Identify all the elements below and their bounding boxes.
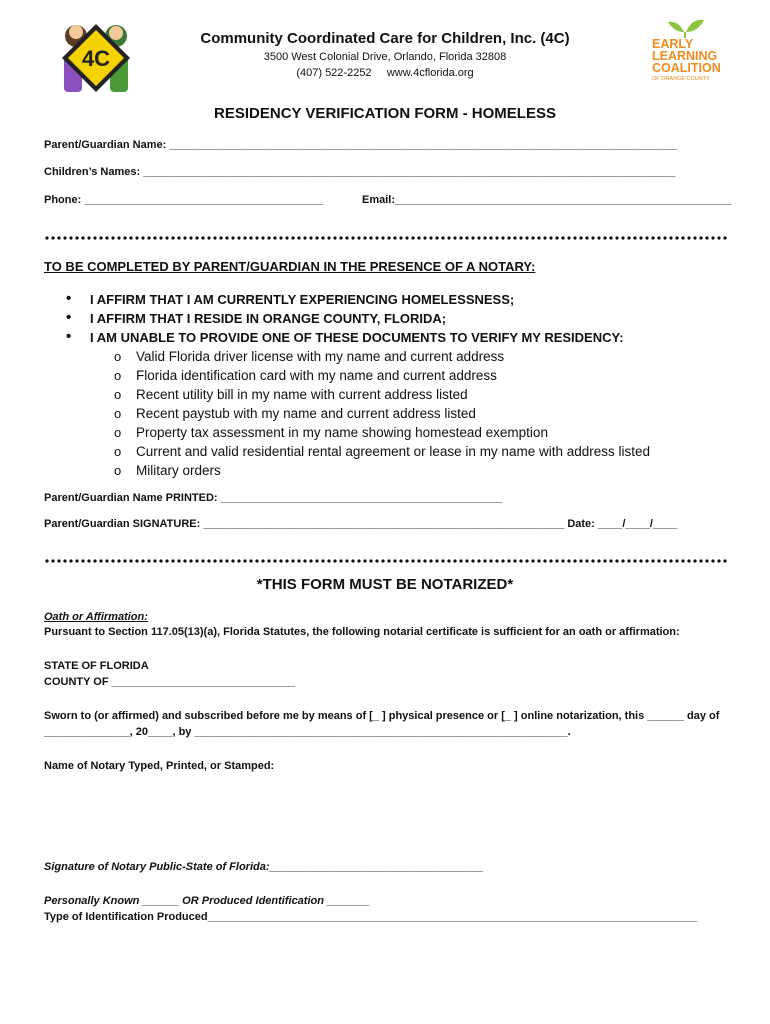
notary-signature-field[interactable]: Signature of Notary Public-State of Florida:___________________________________ <box>44 861 484 873</box>
elc-logo-line4: OF ORANGE COUNTY <box>652 76 710 82</box>
email-field[interactable]: Email:_______________________________________________________ <box>362 194 732 206</box>
affirmation-item: • I AM UNABLE TO PROVIDE ONE OF THESE DOCUMENTS TO VERIFY MY RESIDENCY: <box>62 328 624 347</box>
phone-field[interactable]: Phone: _______________________________________ <box>44 194 323 206</box>
state-label: STATE OF FLORIDA <box>44 660 149 672</box>
4c-logo <box>54 16 138 96</box>
elc-logo-line3: COALITION <box>652 61 721 75</box>
pursuant-text: Pursuant to Section 117.05(13)(a), Florida Statutes, the following notarial certificate is sufficient for an oath or affirmation: <box>44 626 680 638</box>
dotted-divider <box>44 236 728 240</box>
form-title: RESIDENCY VERIFICATION FORM - HOMELESS <box>214 105 556 122</box>
org-address: 3500 West Colonial Drive, Orlando, Florida 32808 <box>263 51 507 63</box>
4c-logo-text: 4C <box>81 46 111 71</box>
document-item: o Current and valid residential rental agreement or lease in my name with address listed <box>112 442 650 461</box>
county-field[interactable]: COUNTY OF ______________________________ <box>44 676 296 688</box>
id-type-field[interactable]: Type of Identification Produced________________________________________________________________________________ <box>44 911 697 923</box>
document-item: o Valid Florida driver license with my name and current address <box>112 347 650 366</box>
sworn-line-1: Sworn to (or affirmed) and subscribed before me by means of [_ ] physical presence or [_ ] online notarization, this ______ day of <box>44 710 720 722</box>
elc-logo-line2: LEARNING <box>652 49 718 63</box>
affirmation-list <box>62 290 624 347</box>
affirmation-item: • I AFFIRM THAT I RESIDE IN ORANGE COUNTY, FLORIDA; <box>62 309 624 328</box>
notarized-banner: *THIS FORM MUST BE NOTARIZED* <box>256 576 514 593</box>
document-item: o Recent utility bill in my name with current address listed <box>112 385 650 404</box>
document-item: o Military orders <box>112 461 650 480</box>
section-heading: TO BE COMPLETED BY PARENT/GUARDIAN IN THE PRESENCE OF A NOTARY: <box>44 259 536 274</box>
sworn-line-2[interactable]: ______________, 20____, by _____________________________________________________________. <box>44 726 571 738</box>
document-item: o Florida identification card with my name and current address <box>112 366 650 385</box>
notary-name-label: Name of Notary Typed, Printed, or Stamped: <box>44 760 275 772</box>
oath-label: Oath or Affirmation: <box>44 611 148 623</box>
affirmation-item: • I AFFIRM THAT I AM CURRENTLY EXPERIENCING HOMELESSNESS; <box>62 290 624 309</box>
document-list <box>112 347 650 480</box>
org-contact: (407) 522-2252 www.4cflorida.org <box>296 67 474 79</box>
document-item: o Property tax assessment in my name showing homestead exemption <box>112 423 650 442</box>
org-name: Community Coordinated Care for Children, Inc. (4C) <box>200 30 570 47</box>
name-printed-field[interactable]: Parent/Guardian Name PRINTED: ______________________________________________ <box>44 492 503 504</box>
personally-known-field[interactable]: Personally Known ______ OR Produced Identification _______ <box>44 895 370 907</box>
guardian-name-field[interactable]: Parent/Guardian Name: ___________________________________________________________________________________ <box>44 139 678 151</box>
dotted-divider <box>44 559 728 563</box>
document-item: o Recent paystub with my name and current address listed <box>112 404 650 423</box>
children-names-field[interactable]: Children’s Names: _______________________________________________________________________________________ <box>44 166 676 178</box>
elc-logo-line1: EARLY <box>652 37 694 51</box>
guardian-signature-field[interactable]: Parent/Guardian SIGNATURE: ___________________________________________________________ Date: ____/____/____ <box>44 518 678 530</box>
elc-logo <box>648 14 724 90</box>
